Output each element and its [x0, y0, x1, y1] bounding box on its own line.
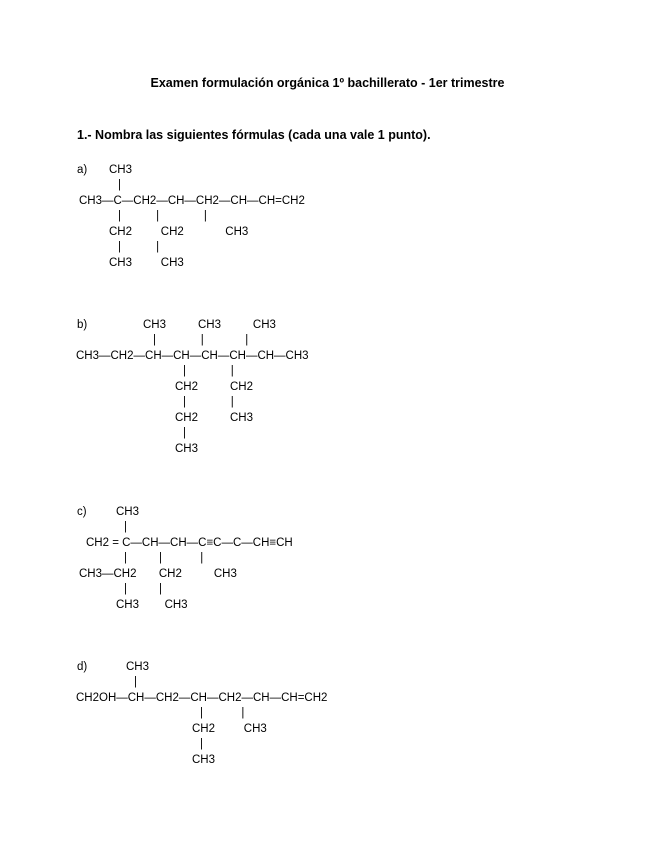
formula-a-line-2: CH3—C—CH2—CH—CH2—CH—CH=CH2 [79, 195, 305, 207]
formula-b-line-2: CH3—CH2—CH—CH—CH—CH—CH—CH3 [76, 350, 309, 362]
formula-c-line-1: | [124, 521, 127, 533]
formula-d-line-2: CH2OH—CH—CH2—CH—CH2—CH—CH=CH2 [76, 692, 328, 704]
formula-b-line-0: CH3 CH3 CH3 [143, 319, 276, 331]
formula-d-line-6: CH3 [192, 754, 216, 766]
question-1: 1.- Nombra las siguientes fórmulas (cada una vale 1 punto). [77, 128, 431, 142]
formula-d-line-5: | [200, 738, 203, 750]
formula-b-line-7: | [183, 427, 186, 439]
formula-d-line-1: | [134, 676, 137, 688]
formula-a-line-0: CH3 [109, 164, 133, 176]
formula-c-line-5: | | [124, 583, 162, 595]
formula-a-line-5: | | [118, 241, 160, 253]
formula-c-line-6: CH3 CH3 [116, 599, 188, 611]
formula-b-line-8: CH3 [175, 443, 199, 455]
formula-c-line-3: | | | [124, 552, 204, 564]
formula-c-label: c) [77, 506, 87, 518]
formula-c-line-0: CH3 [116, 506, 140, 518]
formula-b-line-6: CH2 CH3 [175, 412, 253, 424]
formula-a-label: a) [77, 164, 88, 176]
formula-b-line-3: | | [183, 365, 234, 377]
formula-b-line-4: CH2 CH2 [175, 381, 253, 393]
formula-b-label: b) [77, 319, 88, 331]
formula-c-line-4: CH3—CH2 CH2 CH3 [79, 568, 237, 580]
formula-a-line-6: CH3 CH3 [109, 257, 184, 269]
formula-d-line-0: CH3 [126, 661, 150, 673]
formula-d-line-4: CH2 CH3 [192, 723, 267, 735]
formula-d-label: d) [77, 661, 88, 673]
formula-a-line-1: | [118, 179, 121, 191]
formula-a-line-4: CH2 CH2 CH3 [109, 226, 249, 238]
formula-d-line-3: | | [200, 707, 245, 719]
formula-c-line-2: CH2 = C—CH—CH—C≡C—C—CH≡CH [86, 537, 293, 549]
formula-b-line-5: | | [183, 396, 234, 408]
formula-a-line-3: | | | [118, 210, 207, 222]
formula-b-line-1: | | | [153, 334, 249, 346]
exam-title: Examen formulación orgánica 1º bachillerato - 1er trimestre [150, 76, 505, 90]
